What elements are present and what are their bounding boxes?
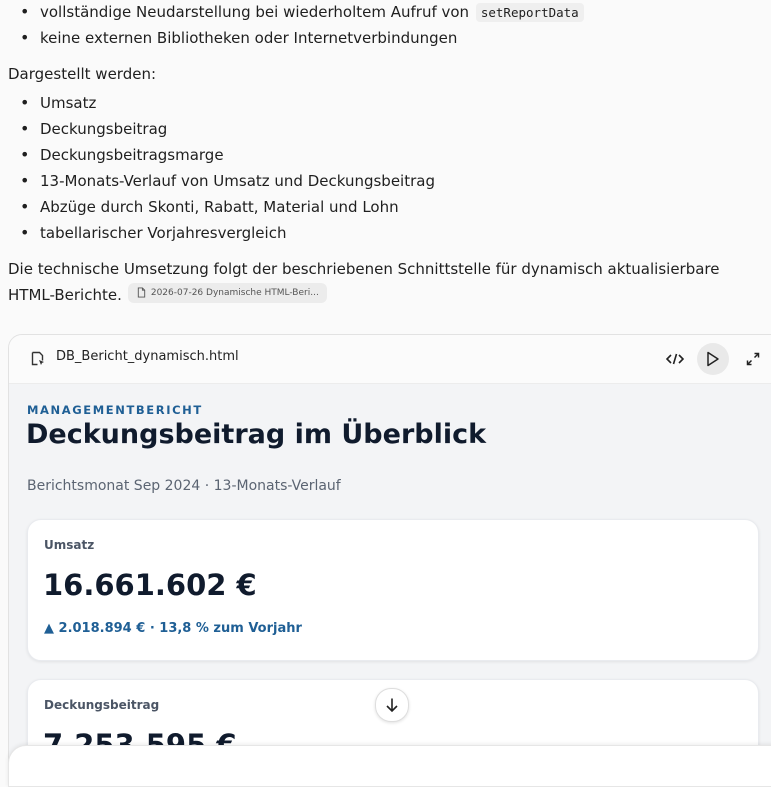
expand-button[interactable] <box>737 343 769 375</box>
code-icon <box>666 352 684 366</box>
file-icon <box>30 351 46 367</box>
code-snippet: setReportData <box>476 3 584 22</box>
artifact-header <box>9 335 771 384</box>
list-item: • Deckungsbeitrag <box>0 116 771 142</box>
list-item: • 13-Monats-Verlauf von Umsatz und Deckungsbeitrag <box>0 168 771 194</box>
list-item: • tabellarischer Vorjahresvergleich <box>0 220 771 246</box>
message-composer[interactable] <box>8 745 771 787</box>
list-item-text: vollständige Neudarstellung bei wiederholtem Aufruf von <box>40 3 470 21</box>
intro-text: Dargestellt werden: <box>8 65 157 83</box>
closing-paragraph <box>8 256 748 308</box>
list-item: • Abzüge durch Skonti, Rabatt, Material und Lohn <box>0 194 771 220</box>
report-eyebrow: MANAGEMENTBERICHT <box>27 403 203 417</box>
scroll-down-button[interactable] <box>375 688 409 722</box>
kpi-label: Umsatz <box>44 538 95 552</box>
view-code-button[interactable] <box>659 343 691 375</box>
kpi-card-umsatz <box>27 519 759 661</box>
list-item <box>0 0 771 25</box>
play-icon <box>706 351 720 367</box>
expand-icon <box>746 352 760 366</box>
preview-button[interactable] <box>697 343 729 375</box>
list-item-text: keine externen Bibliotheken oder Internetverbindungen <box>40 29 458 47</box>
kpi-value: 16.661.602 € <box>43 568 257 602</box>
content-list <box>0 90 771 246</box>
arrow-down-icon <box>385 697 399 713</box>
citation-label: 2026-07-26 Dynamische HTML-Beri... <box>150 287 319 298</box>
feature-list <box>0 0 771 51</box>
list-item <box>0 25 771 51</box>
report-subtitle: Berichtsmonat Sep 2024 · 13-Monats-Verlauf <box>27 478 341 494</box>
report-title: Deckungsbeitrag im Überblick <box>26 419 487 450</box>
list-item: • Deckungsbeitragsmarge <box>0 142 771 168</box>
list-item: • Umsatz <box>0 90 771 116</box>
citation-chip[interactable] <box>128 283 327 303</box>
artifact-filename: DB_Bericht_dynamisch.html <box>56 349 239 364</box>
closing-text: Die technische Umsetzung folgt der beschriebenen Schnittstelle für dynamisch aktualisierbare HTML-Berichte. <box>8 260 720 304</box>
kpi-delta: ▲ 2.018.894 € · 13,8 % zum Vorjahr <box>44 621 302 636</box>
kpi-label: Deckungsbeitrag <box>44 698 160 712</box>
document-icon <box>136 287 147 298</box>
